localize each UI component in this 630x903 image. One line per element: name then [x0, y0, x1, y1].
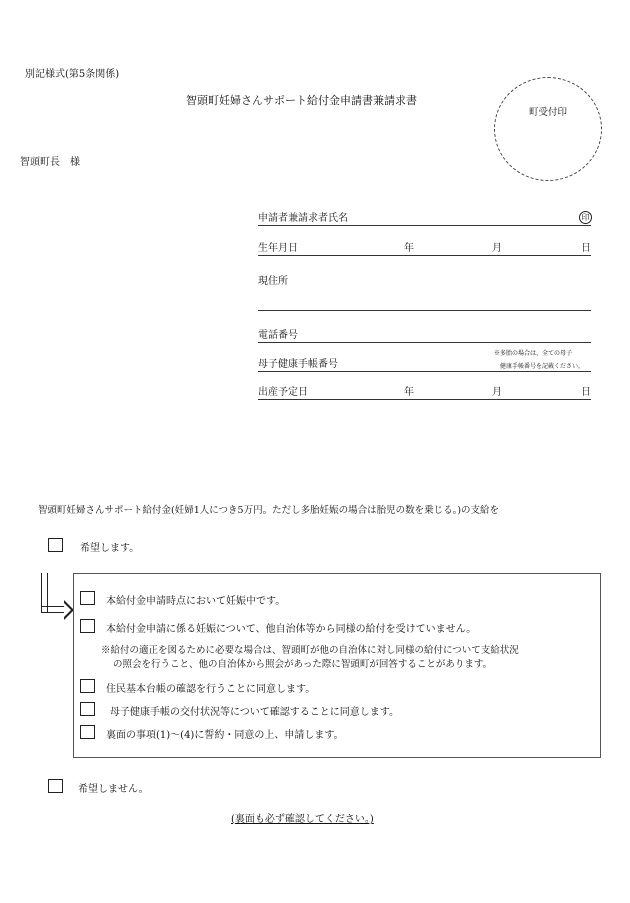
condition-5-checkbox[interactable] — [80, 725, 95, 739]
applicant-name-field[interactable] — [258, 210, 591, 226]
multiple-pregnancy-note-2: 健康手帳番号を記載ください。 — [500, 363, 585, 370]
footer-note: (裏面も必ず確認してください。) — [231, 814, 374, 825]
address-label: 現住所 — [258, 276, 288, 287]
option-yes-label: 希望します。 — [80, 543, 140, 554]
condition-2-label: 本給付金申請に係る妊娠について、他自治体等から同様の給付を受けていません。 — [106, 624, 477, 635]
address-line[interactable] — [258, 310, 591, 311]
option-yes-checkbox[interactable] — [48, 538, 63, 552]
inkan-mark: 印 — [579, 211, 592, 224]
multiple-pregnancy-note-1: ※多胎の場合は、全ての母子 — [494, 350, 573, 357]
birth-date-field[interactable] — [258, 240, 591, 256]
form-id: 別記様式(第5条関係) — [25, 69, 120, 80]
reception-seal-area — [494, 77, 602, 181]
birth-year-unit: 年 — [404, 243, 414, 254]
due-date-field[interactable] — [258, 384, 591, 400]
phone-field[interactable] — [258, 327, 591, 343]
arrow-icon-head-inner — [64, 603, 71, 617]
page-title: 智頭町妊婦さんサポート給付金申請書兼請求書 — [186, 94, 417, 107]
option-no-checkbox[interactable] — [48, 779, 63, 793]
condition-2-note-2: の照会を行うこと、他の自治体から照会があった際に智頭町が回答することがあります。 — [113, 659, 493, 670]
phone-label: 電話番号 — [258, 330, 298, 341]
option-no-label: 希望しません。 — [78, 784, 149, 795]
birth-day-unit: 日 — [581, 243, 591, 254]
due-month-unit: 月 — [492, 387, 502, 398]
condition-3-label: 住民基本台帳の確認を行うことに同意します。 — [106, 684, 316, 695]
condition-4-label: 母子健康手帳の交付状況等について確認することに同意します。 — [110, 707, 399, 718]
reception-seal-label: 町受付印 — [528, 107, 567, 118]
condition-4-checkbox[interactable] — [80, 702, 95, 716]
handbook-number-label: 母子健康手帳番号 — [258, 359, 338, 370]
condition-3-checkbox[interactable] — [80, 679, 95, 693]
condition-1-checkbox[interactable] — [80, 591, 95, 605]
condition-2-checkbox[interactable] — [80, 619, 95, 633]
due-year-unit: 年 — [404, 387, 414, 398]
birth-month-unit: 月 — [492, 243, 502, 254]
condition-5-label: 裏面の事項(1)～(4)に誓約・同意の上、申請します。 — [106, 730, 344, 741]
addressee: 智頭町長 様 — [20, 157, 80, 168]
condition-1-label: 本給付金申請時点において妊娠中です。 — [106, 596, 286, 607]
applicant-name-label: 申請者兼請求者氏名 — [258, 213, 348, 224]
due-date-label: 出産予定日 — [258, 387, 308, 398]
condition-2-note-1: ※給付の適正を図るために必要な場合は、智頭町が他の自治体に対し同様の給付について支給状況 — [101, 645, 519, 656]
intro-text: 智頭町妊婦さんサポート給付金(妊婦1人につき5万円。ただし多胎妊娠の場合は胎児の数を乗じる。)の支給を — [38, 505, 500, 516]
due-day-unit: 日 — [581, 387, 591, 398]
birth-date-label: 生年月日 — [258, 243, 298, 254]
